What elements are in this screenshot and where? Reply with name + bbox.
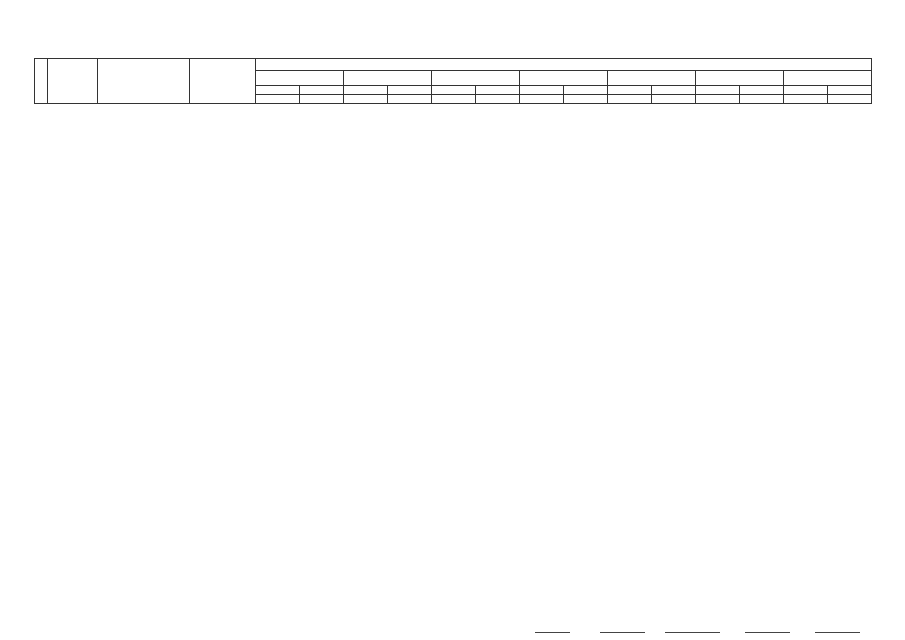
- header-unit: [696, 95, 740, 104]
- header-funding: [256, 59, 872, 71]
- header-unit: [784, 95, 828, 104]
- header-no: [35, 59, 48, 104]
- header-year: [696, 71, 784, 86]
- header-unit: [476, 95, 520, 104]
- funding-table: [34, 58, 872, 104]
- header-source: [190, 59, 256, 104]
- header-municipality: [48, 59, 98, 104]
- header-unit: [740, 95, 784, 104]
- header-pd-smr: [300, 86, 344, 95]
- header-pd-smr: [652, 86, 696, 95]
- footer-line: [745, 632, 790, 633]
- header-year: [784, 71, 872, 86]
- header-unit: [520, 95, 564, 104]
- header-pd-smr: [740, 86, 784, 95]
- header-unit: [256, 95, 300, 104]
- header-pd-smr: [520, 86, 564, 95]
- header-pd-smr: [256, 86, 300, 95]
- header-pd-smr: [388, 86, 432, 95]
- header-unit: [300, 95, 344, 104]
- header-pd-smr: [476, 86, 520, 95]
- header-unit: [608, 95, 652, 104]
- header-period: [256, 71, 344, 86]
- header-pd-smr: [784, 86, 828, 95]
- header-pd-smr: [608, 86, 652, 95]
- header-object: [98, 59, 190, 104]
- header-pd-smr: [564, 86, 608, 95]
- header-pd-smr: [432, 86, 476, 95]
- header-unit: [828, 95, 872, 104]
- header-year: [344, 71, 432, 86]
- header-unit: [432, 95, 476, 104]
- header-unit: [564, 95, 608, 104]
- header-year: [432, 71, 520, 86]
- header-year: [608, 71, 696, 86]
- header-unit: [388, 95, 432, 104]
- footer-line: [600, 632, 645, 633]
- header-pd-smr: [696, 86, 740, 95]
- header-unit: [344, 95, 388, 104]
- footer-line: [665, 632, 720, 633]
- footer-line: [815, 632, 860, 633]
- header-pd-smr: [828, 86, 872, 95]
- footer-line: [535, 632, 570, 633]
- header-pd-smr: [344, 86, 388, 95]
- header-year: [520, 71, 608, 86]
- header-unit: [652, 95, 696, 104]
